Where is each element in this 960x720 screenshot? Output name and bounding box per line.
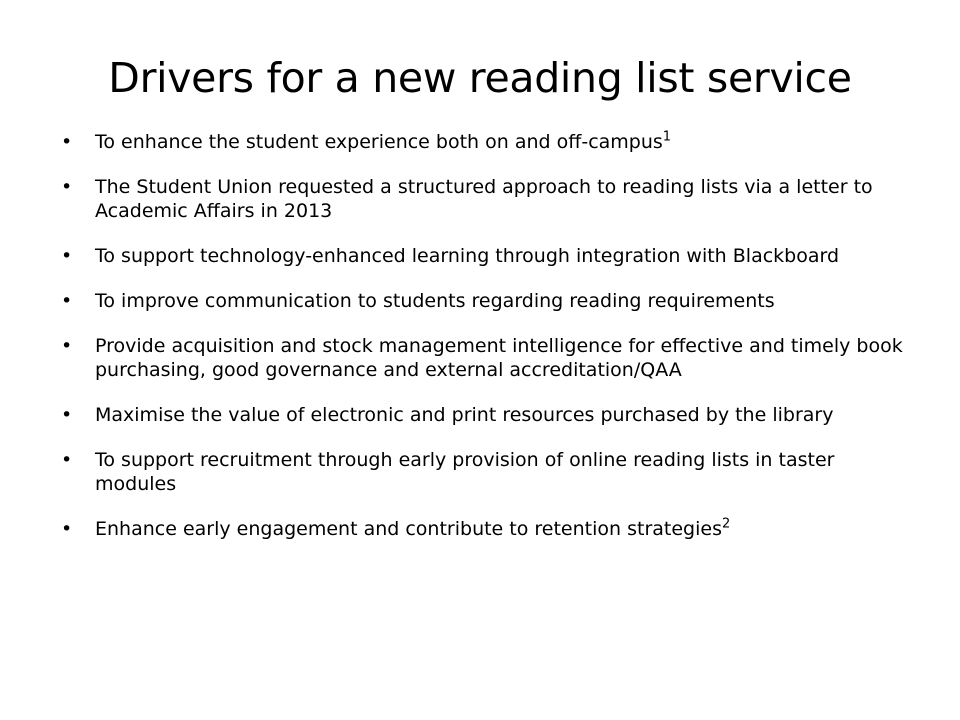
slide-title: Drivers for a new reading list service bbox=[108, 54, 852, 102]
bullet-icon: • bbox=[61, 131, 73, 153]
bullet-item bbox=[60, 517, 920, 541]
bullet-icon: • bbox=[61, 404, 73, 426]
bullet-text: The Student Union requested a structured approach to reading lists via a letter to Academic Affairs in 2013 bbox=[95, 176, 873, 222]
bullet-icon: • bbox=[61, 518, 73, 540]
footnote-marker: 2 bbox=[721, 516, 731, 532]
bullet-item bbox=[60, 448, 920, 496]
bullet-text: To enhance the student experience both on and off-campus bbox=[95, 131, 663, 153]
bullet-icon: • bbox=[61, 335, 73, 357]
bullet-list bbox=[60, 130, 920, 562]
bullet-item bbox=[60, 130, 920, 154]
bullet-text: To improve communication to students regarding reading requirements bbox=[95, 290, 775, 312]
bullet-item bbox=[60, 244, 920, 268]
bullet-icon: • bbox=[61, 245, 73, 267]
bullet-icon: • bbox=[61, 290, 73, 312]
bullet-item bbox=[60, 289, 920, 313]
bullet-icon: • bbox=[61, 176, 73, 198]
bullet-item bbox=[60, 334, 920, 382]
bullet-text: To support technology-enhanced learning through integration with Blackboard bbox=[95, 245, 840, 267]
bullet-item bbox=[60, 175, 920, 223]
footnote-marker: 1 bbox=[662, 129, 672, 145]
bullet-item bbox=[60, 403, 920, 427]
bullet-icon: • bbox=[61, 449, 73, 471]
bullet-text: Maximise the value of electronic and print resources purchased by the library bbox=[95, 404, 834, 426]
bullet-text: To support recruitment through early provision of online reading lists in taster modules bbox=[95, 449, 835, 495]
bullet-text: Provide acquisition and stock management intelligence for effective and timely book purchasing, good governance and external accreditation/QAA bbox=[95, 335, 903, 381]
bullet-text: Enhance early engagement and contribute to retention strategies bbox=[95, 518, 722, 540]
